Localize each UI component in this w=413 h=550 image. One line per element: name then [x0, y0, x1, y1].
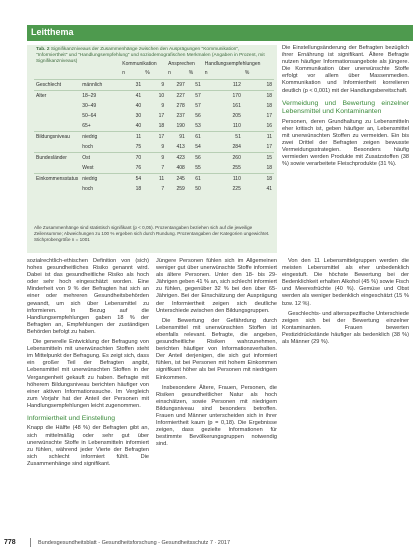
table-cell: 9 — [143, 153, 166, 164]
table-cell: Geschlecht — [34, 80, 80, 91]
table-row — [34, 111, 274, 121]
paragraph: Knapp die Hälfte (48 %) der Befragten gibt an, sich mittelmäßig oder sehr gut über unerwünschte Stoffe in Lebensmitteln informiert zu fühlen, während jeder Vierte der Befragten sich schlecht informiert fühlt. Die Zusammenhänge sind signifikant. — [27, 425, 149, 467]
table-cell: 9 — [161, 144, 165, 150]
table-cell: Einkommensstatus — [34, 174, 80, 185]
page-footer — [0, 534, 413, 550]
paragraph: Insbesondere Ältere, Frauen, Personen, die Risiken gesundheitlicher Natur als hoch einschätzen, sowie Personen mit niedrigem Bildungsniveau sind besonders betroffen. Frauen und Männer unterscheiden sich in ihrer Informiertheit kaum (p = 0,18). Die Ergebnisse zeigen, dass gezielte Informationen für bestimmte Bevölkerungsgruppen notwendig sind. — [156, 384, 277, 448]
data-table — [34, 61, 274, 194]
table-cell: 225 — [232, 186, 241, 192]
table-cell: 17 — [266, 113, 272, 119]
table-cell — [34, 184, 80, 194]
table-cell: 40 — [135, 123, 142, 129]
table-cell: 61 — [187, 174, 203, 185]
table-cell: 9 — [143, 80, 166, 91]
table-cell: 30–49 — [82, 103, 97, 109]
table-cell: 53 — [195, 123, 201, 129]
table-cell: 7 — [161, 186, 165, 192]
table-cell: 11 — [243, 132, 274, 143]
table-cell: männlich — [80, 80, 120, 91]
table-cell: 30 — [135, 113, 142, 119]
table-2 — [27, 45, 277, 253]
table-cell — [34, 101, 80, 111]
table-cell: 56 — [195, 113, 201, 119]
table-cell: 7 — [161, 165, 165, 171]
table-cell: 110 — [203, 174, 243, 185]
table-cell — [34, 142, 80, 153]
table-subheader: n — [168, 70, 171, 76]
table-cell: 55 — [195, 165, 201, 171]
table-cell: 161 — [232, 103, 241, 109]
table-cell: Ost — [80, 153, 120, 164]
table-cell: 297 — [166, 80, 187, 91]
table-subheader: % — [188, 70, 194, 76]
table-cell: 255 — [232, 165, 241, 171]
table-cell: 18 — [243, 174, 274, 185]
table-cell: 50–64 — [82, 113, 97, 119]
column-3-bottom — [282, 258, 409, 532]
table-cell: 170 — [203, 91, 243, 102]
table-cell: 17 — [266, 144, 272, 150]
table-header-row — [34, 61, 274, 70]
table-row — [34, 142, 274, 153]
table-cell: 18 — [243, 91, 274, 102]
table-cell: 18–29 — [80, 91, 120, 102]
table-cell: 227 — [166, 91, 187, 102]
table-cell: 40 — [135, 103, 142, 109]
table-row — [34, 163, 274, 174]
table-cell: 9 — [161, 103, 165, 109]
table-subheader: n — [204, 70, 208, 76]
table-cell: 51 — [187, 80, 203, 91]
table-cell: 18 — [158, 123, 165, 129]
table-cell: 54 — [195, 144, 201, 150]
table-cell: 31 — [120, 80, 143, 91]
table-cell: 260 — [203, 153, 243, 164]
table-caption-label: Tab. 2 — [36, 47, 50, 52]
table-cell: 259 — [176, 186, 185, 192]
table-cell: hoch — [82, 186, 94, 192]
table-cell: 205 — [232, 113, 241, 119]
table-header: Ansprechen — [168, 61, 195, 67]
table-cell: 284 — [232, 144, 241, 150]
footer-divider — [30, 538, 31, 547]
section-heading: Vermeidung und Bewertung einzelner Lebensmittel und Kontaminanten — [282, 99, 409, 116]
table-cell — [34, 163, 80, 174]
table-cell: 57 — [187, 91, 203, 102]
table-cell: 61 — [187, 132, 203, 143]
table-cell: 51 — [203, 132, 243, 143]
table-cell: 18 — [266, 103, 272, 109]
table-cell: Bundesländer — [34, 153, 80, 164]
table-cell: 65+ — [82, 123, 91, 129]
table-cell: 54 — [120, 174, 143, 185]
paragraph: Die generelle Entwicklung der Befragung von Lebensmitteln mit unerwünschten Stoffen steht im Mittelpunkt der Befragung. Es zeigt sich, dass ein großer Teil der Befragten angibt, Lebensmittel mit unerwünschten Stoffen in der Vergangenheit gekauft zu haben. Befragte mit höherem Bildungsniveau berichten häufiger von einer aktiven Informationssuche. Im Vergleich zum Vorjahr hat der Anteil der Personen mit Handlungsempfehlungen leicht zugenommen. — [27, 339, 149, 409]
section-heading: Informiertheit und Einstellung — [27, 414, 116, 422]
table-cell: 18 — [243, 80, 274, 91]
table-cell: 408 — [176, 165, 185, 171]
paragraph: Die Einstellungsänderung der Befragten bezüglich ihrer Ernährung ist signifikant. Ältere Befragte nutzen häufiger Informationsangebote als jüngere. Die Kommunikation über unerwünschte Stoffe erfolgt vor allem über Massenmedien. Kommunikation und Informiertheit korrelieren deutlich (p < 0,001) mit der Handlungsbereitschaft. — [282, 45, 409, 94]
table-row — [34, 101, 274, 111]
table-cell: 10 — [143, 91, 166, 102]
table-header — [34, 61, 80, 70]
table-body — [34, 80, 274, 195]
table-cell: 190 — [176, 123, 185, 129]
column-2 — [156, 258, 277, 532]
table-cell: 76 — [135, 165, 142, 171]
column-1 — [27, 258, 149, 532]
table-header — [80, 61, 120, 70]
table-cell: Alter — [34, 91, 80, 102]
table-row — [34, 80, 274, 91]
paragraph: Personen, deren Grundhaltung zu Lebensmitteln eher kritisch ist, geben häufiger an, Lebensmittel mit unerwünschten Stoffen zu vermeiden. Ein bis zwei Drittel der Befragten zeigen bewusste Vermeidungsstrategien. Besonders häufig vermieden werden Produkte mit Zusatzstoffen (38 %) sowie verarbeitete Fleischprodukte (31 %). — [282, 118, 409, 168]
paragraph: sozialrechtlich-ethischen Definition von (sich) hohes gesundheitliches Risiko genannt wird. Dabei ist das gesundheitliche Risiko als hoch oder sehr hoch eingeschätzt worden. Eine Minderheit von 9 % der Befragten hat sich an einer oder mehreren Gesundheitsbehörden gewandt, um sich über Lebensmittel zu informieren. In Bezug auf die Handlungsempfehlungen gaben 18 % der Befragten an, Empfehlungen der zuständigen Behörden befolgt zu haben. — [27, 258, 149, 335]
section-banner — [27, 25, 413, 41]
table-cell: West — [82, 165, 94, 171]
table-cell: 11 — [120, 132, 143, 143]
table-cell: 423 — [166, 153, 187, 164]
table-cell: 70 — [120, 153, 143, 164]
paragraph: Jüngere Personen fühlen sich im Allgemeinen weniger gut über unerwünschte Stoffe informiert als ältere Personen. Unter den 18- bis 29-Jährigen geben 41 % an, sich schlecht informiert zu fühlen, gegenüber 32 % bei den über 65-Jährigen. Bei der Einschätzung der Ausprägung der Informiertheit zeigen sich deutliche Unterschiede zwischen den Bildungsgruppen. — [156, 258, 277, 314]
paragraph: Geschlechts- und altersspezifische Unterschiede zeigen sich bei der Bewertung einzelner Kontaminanten. Frauen bewerten Pestizidrückstände häufiger als bedenklich (38 %) als Männer (29 %). — [282, 310, 409, 346]
table-cell: 57 — [195, 103, 201, 109]
table-footnote-text: Alle Zusammenhänge sind statistisch signifikant (p < 0,05). Prozentangaben beziehen sich auf die jeweilige Zeilensumme; Abweichungen zu 100 % ergeben sich durch Rundung. Prozentangaben der Kategorien ungewichtet. — [34, 225, 270, 236]
table-cell — [34, 121, 80, 132]
table-header: Handlungsempfehlungen — [204, 61, 261, 67]
table-subheader: % — [244, 70, 250, 76]
table-cell: 17 — [143, 132, 166, 143]
table-cell: 110 — [232, 123, 241, 129]
table-cell: 75 — [135, 144, 142, 150]
page-number: 778 — [4, 539, 16, 546]
table-cell: niedrig — [80, 132, 120, 143]
table-cell: 15 — [243, 153, 274, 164]
table-row — [34, 153, 274, 164]
table-cell: 41 — [266, 186, 272, 192]
table-cell: 278 — [176, 103, 185, 109]
table-cell: 41 — [120, 91, 143, 102]
table-cell — [34, 111, 80, 121]
table-cell: hoch — [82, 144, 94, 150]
table-subheader: % — [145, 70, 150, 76]
table-row — [34, 132, 274, 143]
table-note: Stichprobengröße n = 1001 — [34, 237, 90, 242]
table-row — [34, 91, 274, 102]
table-subheader — [34, 70, 80, 80]
journal-reference: Bundesgesundheitsblatt - Gesundheitsforschung - Gesundheitsschutz 7 · 2017 — [38, 540, 231, 546]
table-cell: 50 — [195, 186, 201, 192]
table-header: Kommunikation — [122, 61, 157, 67]
table-subheader-row — [34, 70, 274, 80]
paragraph: Die Bewertung der Gefährdung durch Lebensmittel mit unerwünschten Stoffen ist ebenfalls relevant. Befragte, die angeben, gesundheitliche Risiken wahrzunehmen, berichten häufiger von Informationsverhalten. Der Anteil derjenigen, die sich gut informiert fühlen, ist bei Personen mit hohem Einkommen signifikant höher als bei Personen mit niedrigem Einkommen. — [156, 317, 277, 381]
table-cell: 11 — [143, 174, 166, 185]
table-cell: 413 — [176, 144, 185, 150]
paragraph: Von den 11 Lebensmittelgruppen werden die meisten Lebensmittel als eher unbedenklich eingestuft. Die höchste Bewertung bei der Bedenklichkeit erhalten Alkohol (45 %) sowie Fisch und Meeresfrüchte (40 %). Gemüse und Obst werden als weniger bedenklich eingeschätzt (15 % bzw. 12 %). — [282, 258, 409, 307]
table-cell: Bildungsniveau — [34, 132, 80, 143]
table-row — [34, 174, 274, 185]
table-subheader: n — [122, 70, 126, 76]
column-3-top — [282, 45, 409, 253]
table-cell: 91 — [166, 132, 187, 143]
table-cell: 17 — [158, 113, 165, 119]
table-cell: 16 — [266, 123, 272, 129]
table-row — [34, 121, 274, 132]
table-footnote — [34, 225, 274, 243]
table-cell: niedrig — [80, 174, 120, 185]
table-cell: 112 — [203, 80, 243, 91]
table-caption-text: Signifikanzniveaus der Zusammenhänge zwischen den Ausprägungen "Kommunikation", "Informiertheit" und "Handlungsempfehlung" und soziodemografischen Merkmalen (Angaben in Prozent, mit Signifikanzniveaus) — [36, 47, 265, 64]
table-cell: 237 — [176, 113, 185, 119]
table-subheader — [80, 70, 120, 80]
table-cell: 18 — [135, 186, 142, 192]
table-cell: 245 — [166, 174, 187, 185]
table-row — [34, 184, 274, 194]
table-cell: 56 — [187, 153, 203, 164]
table-cell: 18 — [266, 165, 272, 171]
section-banner-label: Leitthema — [31, 27, 74, 37]
